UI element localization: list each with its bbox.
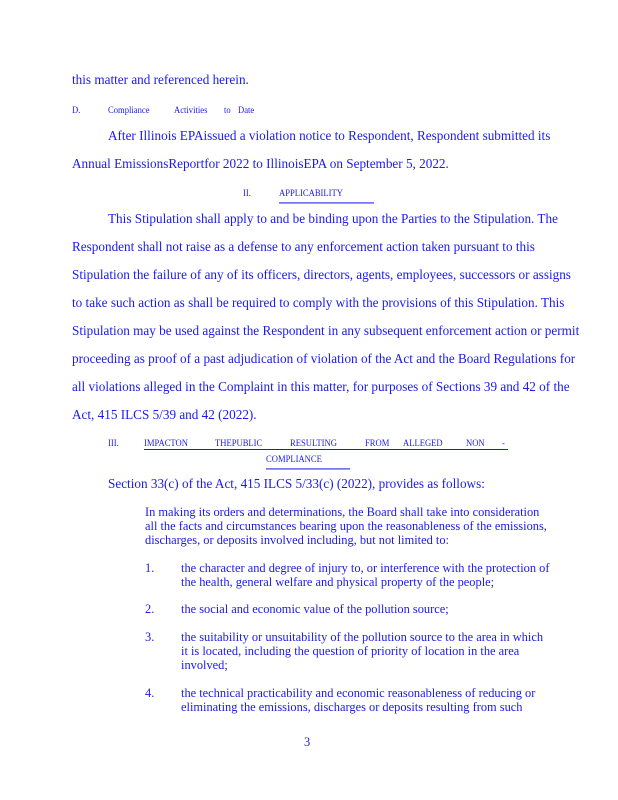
list-item-line: the health, general welfare and physical property of the people; bbox=[181, 575, 495, 589]
heading-word: RESULTING bbox=[290, 437, 337, 449]
paragraph-line: Section 33(c) of the Act, 415 ILCS 5/33(c) (2022), provides as follows: bbox=[108, 476, 485, 491]
paragraph-line: After Illinois EPAissued a violation notice to Respondent, Respondent submitted its bbox=[108, 128, 551, 143]
list-item-number: 2. bbox=[145, 602, 155, 616]
heading-word: Activities bbox=[174, 104, 208, 116]
paragraph-line: Stipulation may be used against the Respondent in any subsequent enforcement action or permit bbox=[72, 323, 580, 338]
list-item-number: 3. bbox=[145, 630, 155, 644]
paragraph-line: Stipulation the failure of any of its officers, directors, agents, employees, successors or assigns bbox=[72, 267, 571, 282]
quote-line: In making its orders and determinations, the Board shall take into consideration bbox=[145, 505, 540, 519]
body-text-line: this matter and referenced herein. bbox=[72, 72, 249, 87]
section-title: APPLICABILITY bbox=[279, 185, 374, 204]
paragraph-line: Respondent shall not raise as a defense to any enforcement action taken pursuant to this bbox=[72, 239, 535, 254]
heading-word: IMPACTON bbox=[144, 437, 188, 449]
paragraph-line: Annual EmissionsReportfor 2022 to IllinoisEPA on September 5, 2022. bbox=[72, 156, 449, 171]
heading-word: Compliance bbox=[108, 104, 150, 116]
list-item-line: it is located, including the question of priority of location in the area bbox=[181, 644, 520, 658]
list-item-line: the suitability or unsuitability of the pollution source to the area in which bbox=[181, 630, 544, 644]
list-item-line: the social and economic value of the pollution source; bbox=[181, 602, 449, 616]
paragraph-line: This Stipulation shall apply to and be binding upon the Parties to the Stipulation. The bbox=[108, 211, 558, 226]
paragraph-line: to take such action as shall be required to comply with the provisions of this Stipulation. This bbox=[72, 295, 565, 310]
list-item-line: eliminating the emissions, discharges or deposits resulting from such bbox=[181, 700, 523, 714]
list-item-line: the technical practicability and economic reasonableness of reducing or bbox=[181, 686, 536, 700]
page-number: 3 bbox=[304, 735, 311, 749]
paragraph-line: Act, 415 ILCS 5/39 and 42 (2022). bbox=[72, 407, 257, 422]
heading-word: ALLEGED bbox=[403, 437, 443, 449]
heading-word: Date bbox=[238, 104, 255, 116]
paragraph-line: proceeding as proof of a past adjudication of violation of the Act and the Board Regulations for bbox=[72, 351, 576, 366]
quote-line: discharges, or deposits involved including, but not limited to: bbox=[145, 533, 449, 547]
paragraph-line: all violations alleged in the Complaint in this matter, for purposes of Sections 39 and 42 of the bbox=[72, 379, 570, 394]
section-letter: D. bbox=[72, 104, 81, 116]
heading-word: FROM bbox=[365, 437, 390, 449]
list-item-line: the character and degree of injury to, or interference with the protection of bbox=[181, 561, 550, 575]
list-item-line: involved; bbox=[181, 658, 228, 672]
heading-word: to bbox=[224, 104, 231, 116]
section-numeral: II. bbox=[243, 187, 251, 199]
heading-word: NON bbox=[466, 437, 485, 449]
list-item-number: 4. bbox=[145, 686, 155, 700]
heading-word: THEPUBLIC bbox=[215, 437, 263, 449]
heading-word: - bbox=[502, 437, 505, 449]
heading-word: COMPLIANCE bbox=[266, 451, 350, 470]
quote-line: all the facts and circumstances bearing upon the reasonableness of the emissions, bbox=[145, 519, 547, 533]
section-numeral: III. bbox=[108, 437, 119, 449]
list-item-number: 1. bbox=[145, 561, 155, 575]
